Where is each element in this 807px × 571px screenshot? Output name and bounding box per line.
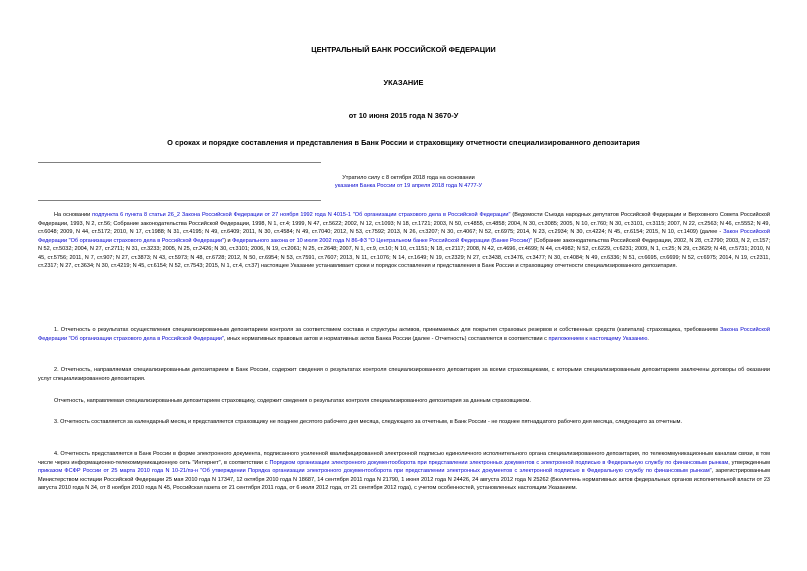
insurance-law-link[interactable]: Закон Российской Федерации "Об организации страхового дела в Российской Федерации": [38, 229, 770, 244]
law-4015-1-link[interactable]: подпункта 6 пункта 8 статьи 26_2 Закона Российской Федерации от 27 ноября 1992 года N 4015-1 "Об организации страхового дела в Российской Федерации": [92, 212, 511, 218]
clause-2b-text: Отчетность, направляемая специализированным депозитарием страховщику, содержит сведения о результатах контроля специализированного депозитария за данным страховщиком.: [54, 398, 531, 404]
status-note: Утратило силу с 8 октября 2018 года на основании: [342, 175, 475, 181]
preamble-paragraph: [38, 211, 770, 271]
clause-4-text-1: 4. Отчетность представляется в Банк России в форме электронного документа, подписанного усиленной квалифицированной электронной подписью единоличного исполнительного органа специализированного депозитария, по телекоммуникационным каналам связи, в том числе через информационно-телекоммуникационную сеть "Интернет", в соответствии с: [38, 451, 770, 466]
edm-procedure-link[interactable]: Порядком организации электронного документооборота при представлении электронных документов с электронной подписью в Федеральную службу по финансовым рынкам: [269, 459, 729, 466]
clause-2-continuation: [38, 397, 770, 406]
divider-bottom: [38, 200, 321, 201]
appendix-link[interactable]: приложением к настоящему Указанию: [548, 335, 648, 342]
status-repeal-link[interactable]: указания Банка России от 19 апреля 2018 года N 4777-У: [334, 183, 483, 189]
clause-3-text: 3. Отчетность составляется за календарный месяц и представляется страховщику не позднее десятого рабочего дня месяца, следующего за отчетным, в Банк России - не позднее пятнадцатого рабочего дня месяца, следующего за отчетным.: [54, 419, 682, 425]
clause-4-text-3: , зарегистрированным Министерством юстиции Российской Федерации 25 мая 2010 года N 17347, 12 октября 2010 года N 18687, 14 сентября 2011 года N 21790, 1 июня 2012 года N 24426, 24 августа 2012 года N 25262 (Бюллетень нормативных актов федеральных органов исполнительной власти от 23 августа 2010 года N 34, от 8 ноября 2010 года N 45, Российская газета от 21 сентября 2011 года, от 6 июля 2012 года, от 21 сентября 2012 года), с учетом особенностей, установленных настоящим Указанием.: [38, 468, 770, 492]
clause-4-text-2: , утвержденным: [728, 459, 770, 466]
clause-1-law-link[interactable]: Закона Российской Федерации "Об организации страхового дела в Российской Федерации": [38, 327, 770, 342]
preamble-text-2: (Ведомости Съезда народных депутатов Российской Федерации и Верховного Совета Российской Федерации, 1993, N 2, ст.56; Собрание законодательства Российской Федерации, 1998, N 1, ст.4; 1999, N 47, ст.5622; 2002, N 12, ст.1093; N 18, ст.1721; 2003, N 50, ст.4855, ст.4858; 2004, N 30, ст.3085; 2005, N 10, ст.760; N 30, ст.3101, ст.3115; 2007, N 22, ст.2563; N 46, ст.5552; N 49, ст.6048; 2009, N 44, ст.5172; 2010, N 17, ст.1988; N 31, ст.4195; N 49, ст.6409; 2011, N 30, ст.4584; N 49, ст.7040; 2012, N 53, ст.7592; 2013, N 26, ст.3207; N 30, ст.4067; N 52, ст.6975; 2014, N 23, ст.2934; N 30, ст.4224; N 45, ст.6154; 2015, N 10, ст.1409) (далее -: [38, 212, 771, 236]
clause-1: [38, 326, 770, 343]
central-bank-law-link[interactable]: Федерального закона от 10 июля 2002 года N 86-ФЗ "О Центральном банке Российской Федерации (Банке России)": [232, 237, 533, 244]
clause-2: [38, 366, 770, 383]
fsfr-order-link[interactable]: приказом ФСФР России от 25 марта 2010 года N 10-21/пз-н "Об утверждении Порядка организации электронного документооборота при представлении электронных документов с электронной подписью в Федеральную службу по финансовым рынкам": [38, 468, 712, 475]
clause-4: [38, 450, 770, 493]
preamble-text-3: ) и: [224, 237, 233, 244]
divider-top: [38, 162, 321, 163]
issuer-heading: ЦЕНТРАЛЬНЫЙ БАНК РОССИЙСКОЙ ФЕДЕРАЦИИ: [311, 45, 496, 54]
preamble-text-4: (Собрание законодательства Российской Федерации, 2002, N 28, ст.2790; 2003, N 2, ст.157; N 52, ст.5032; 2004, N 27, ст.2711; N 31, ст.3233; 2005, N 25, ст.2426; N 30, ст.3101; 2006, N 19, ст.2061; N 25, ст.2648; 2007, N 1, ст.9, ст.10; N 10, ст.1151; N 18, ст.2117; 2008, N 42, ст.4696, ст.4699; N 44, ст.4982; N 52, ст.6229, ст.6231; 2009, N 1, ст.25; N 29, ст.3629; N 48, ст.5731; 2010, N 45, ст.5756; 2011, N 7, ст.907; N 27, ст.3873; N 43, ст.5973; N 48, ст.6728; 2012, N 50, ст.6954; N 53, ст.7591, ст.7607; 2013, N 11, ст.1076; N 14, ст.1649; N 19, ст.2329; N 27, ст.3438, ст.3476, ст.3477; N 30, ст.4084; N 49, ст.6336; N 51, ст.6695, ст.6699; N 52, ст.6975; 2014, N 19, ст.2311, ст.2317; N 27, ст.3634; N 30, ст.4219; N 45, ст.6154; N 52, ст.7543; 2015, N 1, ст.4, ст.37) настоящее Указание устанавливает сроки и порядок составления и представления в Банк России и страховщику отчетности специализированного депозитария.: [38, 237, 771, 270]
clause-1-text-3: .: [647, 335, 649, 342]
clause-3: [38, 418, 770, 427]
document-title: О сроках и порядке составления и представления в Банк России и страховщику отчетности специализированного депозитария: [167, 138, 640, 147]
clause-1-text-1: 1. Отчетность о результатах осуществления специализированным депозитарием контроля за соответствием состава и структуры активов, принимаемых для покрытия страховых резервов и собственных средств (капитала) страховщика, требованиям: [54, 327, 720, 333]
document-date-number: от 10 июня 2015 года N 3670-У: [348, 111, 459, 120]
clause-2-text: 2. Отчетность, направляемая специализированным депозитарием в Банк России, содержит сведения о результатах контроля специализированного депозитария за всеми страховщиками, с которыми специализированным депозитарием заключены договоры об оказании услуг специализированного депозитария.: [38, 367, 770, 382]
document-type: УКАЗАНИЕ: [383, 78, 424, 87]
preamble-text-1: На основании: [54, 212, 93, 218]
clause-1-text-2: , иных нормативных правовых актов и нормативных актов Банка России (далее - Отчетность) составляется в соответствии с: [224, 335, 549, 342]
